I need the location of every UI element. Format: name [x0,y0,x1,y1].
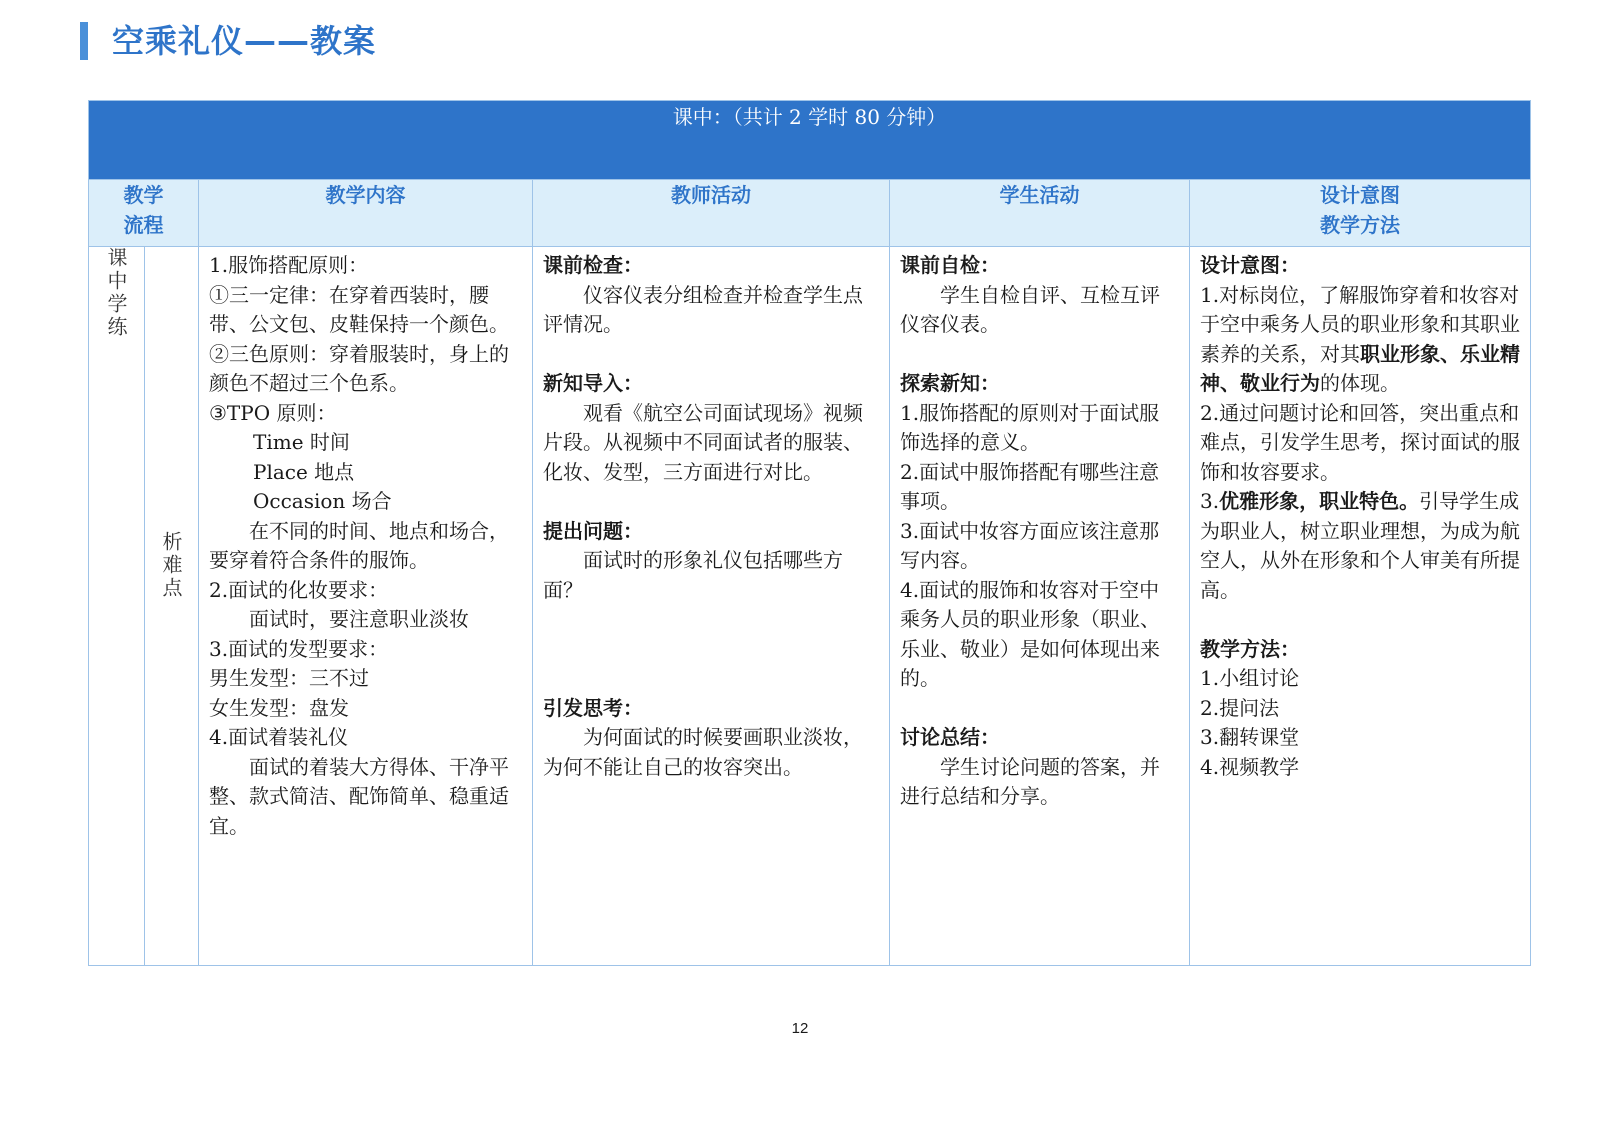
student-text: 2.面试中服饰搭配有哪些注意事项。 [900,459,1160,513]
teacher-cell [533,247,890,966]
header-stage [89,180,199,247]
design-text: 3. [1200,489,1220,513]
student-text: 学生讨论问题的答案，并进行总结和分享。 [900,754,1160,808]
content-line: ①三一定律：在穿着西装时，腰带、公文包、皮鞋保持一个颜色。 [209,282,509,336]
teacher-heading: 提出问题： [543,518,643,543]
stage-phase-cell [89,247,145,966]
teacher-text: 观看《航空公司面试现场》视频片段。从视频中不同面试者的服装、化妆、发型，三方面进行对比。 [543,400,863,484]
header-student: 学生活动 [890,180,1190,247]
design-text: 的体现。 [1320,371,1400,395]
design-cell [1190,247,1531,966]
header-design [1190,180,1531,247]
page-title: 空乘礼仪——教案 [112,22,377,60]
student-cell [890,247,1190,966]
content-line: ③TPO 原则： [209,400,337,425]
teacher-heading: 课前检查： [543,253,643,277]
content-line: 1.服饰搭配原则： [209,253,369,277]
lesson-plan-table [88,100,1531,966]
content-line: 面试的着装大方得体、干净平整、款式简洁、配饰简单、稳重适宜。 [209,754,509,838]
content-line: 面试时，要注意职业淡妆 [249,607,469,631]
content-line: 女生发型：盘发 [209,695,349,720]
teacher-heading: 引发思考： [543,695,643,720]
header-teacher: 教师活动 [533,180,890,247]
design-emphasis: 优雅形象，职业特色。 [1219,489,1420,513]
student-text: 4.面试的服饰和妆容对于空中乘务人员的职业形象（职业、乐业、敬业）是如何体现出来的。 [900,577,1160,690]
student-heading: 探索新知： [900,371,1000,395]
teacher-text: 为何面试的时候要画职业淡妆，为何不能让自己的妆容突出。 [543,725,863,779]
content-cell [199,247,533,966]
teacher-heading: 新知导入： [543,371,643,395]
method-heading: 教学方法： [1200,636,1300,661]
stage-step: 析难点 [159,531,183,600]
teacher-text: 仪容仪表分组检查并检查学生点评情况。 [543,282,863,336]
stage-phase: 课中学练 [104,247,128,339]
content-line: 在不同的时间、地点和场合，要穿着符合条件的服饰。 [209,518,509,572]
content-line: ②三色原则：穿着服装时，身上的颜色不超过三个色系。 [209,341,509,395]
content-line: Time 时间 [253,430,350,454]
student-heading: 讨论总结： [900,725,1000,749]
content-line: Occasion 场合 [253,489,392,513]
header-stage-line1: 教学 [123,183,164,207]
content-line: 男生发型：三不过 [209,666,369,690]
content-line: 3.面试的发型要求： [209,636,389,661]
student-text: 3.面试中妆容方面应该注意那写内容。 [900,518,1160,572]
content-line: 4.面试着装礼仪 [209,725,349,749]
content-line: Place 地点 [253,459,355,484]
student-text: 1.服饰搭配的原则对于面试服饰选择的意义。 [900,400,1160,454]
method-item: 2.提问法 [1200,695,1280,720]
design-point-1 [1200,281,1520,399]
design-point-2: 2.通过问题讨论和回答，突出重点和难点，引发学生思考，探讨面试的服饰和妆容要求。 [1200,400,1520,484]
content-line: 2.面试的化妆要求： [209,577,389,602]
header-design-line2: 教学方法 [1320,213,1400,237]
method-item: 1.小组讨论 [1200,666,1300,690]
design-text: 引导学生成为职业人，树立职业理想，为成为航空人，从外在形象和个人审美有所提高。 [1200,489,1520,602]
method-item: 3.翻转课堂 [1200,725,1300,749]
title-accent-bar [80,22,88,60]
header-content: 教学内容 [199,180,533,247]
design-emphasis: 职业形象、乐业精神、敬业行为 [1200,341,1520,395]
session-banner: 课中：（共计 2 学时 80 分钟） [89,101,1531,180]
page-number: 12 [791,1020,809,1037]
student-heading: 课前自检： [900,253,1000,277]
design-heading: 设计意图： [1200,253,1300,277]
header-stage-line2: 流程 [123,213,164,237]
design-point-3 [1200,487,1520,605]
stage-step-cell [145,247,199,966]
student-text: 学生自检自评、互检互评仪容仪表。 [900,282,1160,336]
method-item: 4.视频教学 [1200,754,1300,779]
header-design-line1: 设计意图 [1320,183,1400,207]
design-text: 1.对标岗位，了解服饰穿着和妆容对于空中乘务人员的职业形象和其职业素养的关系，对其 [1200,282,1520,366]
teacher-text: 面试时的形象礼仪包括哪些方面？ [543,548,843,602]
